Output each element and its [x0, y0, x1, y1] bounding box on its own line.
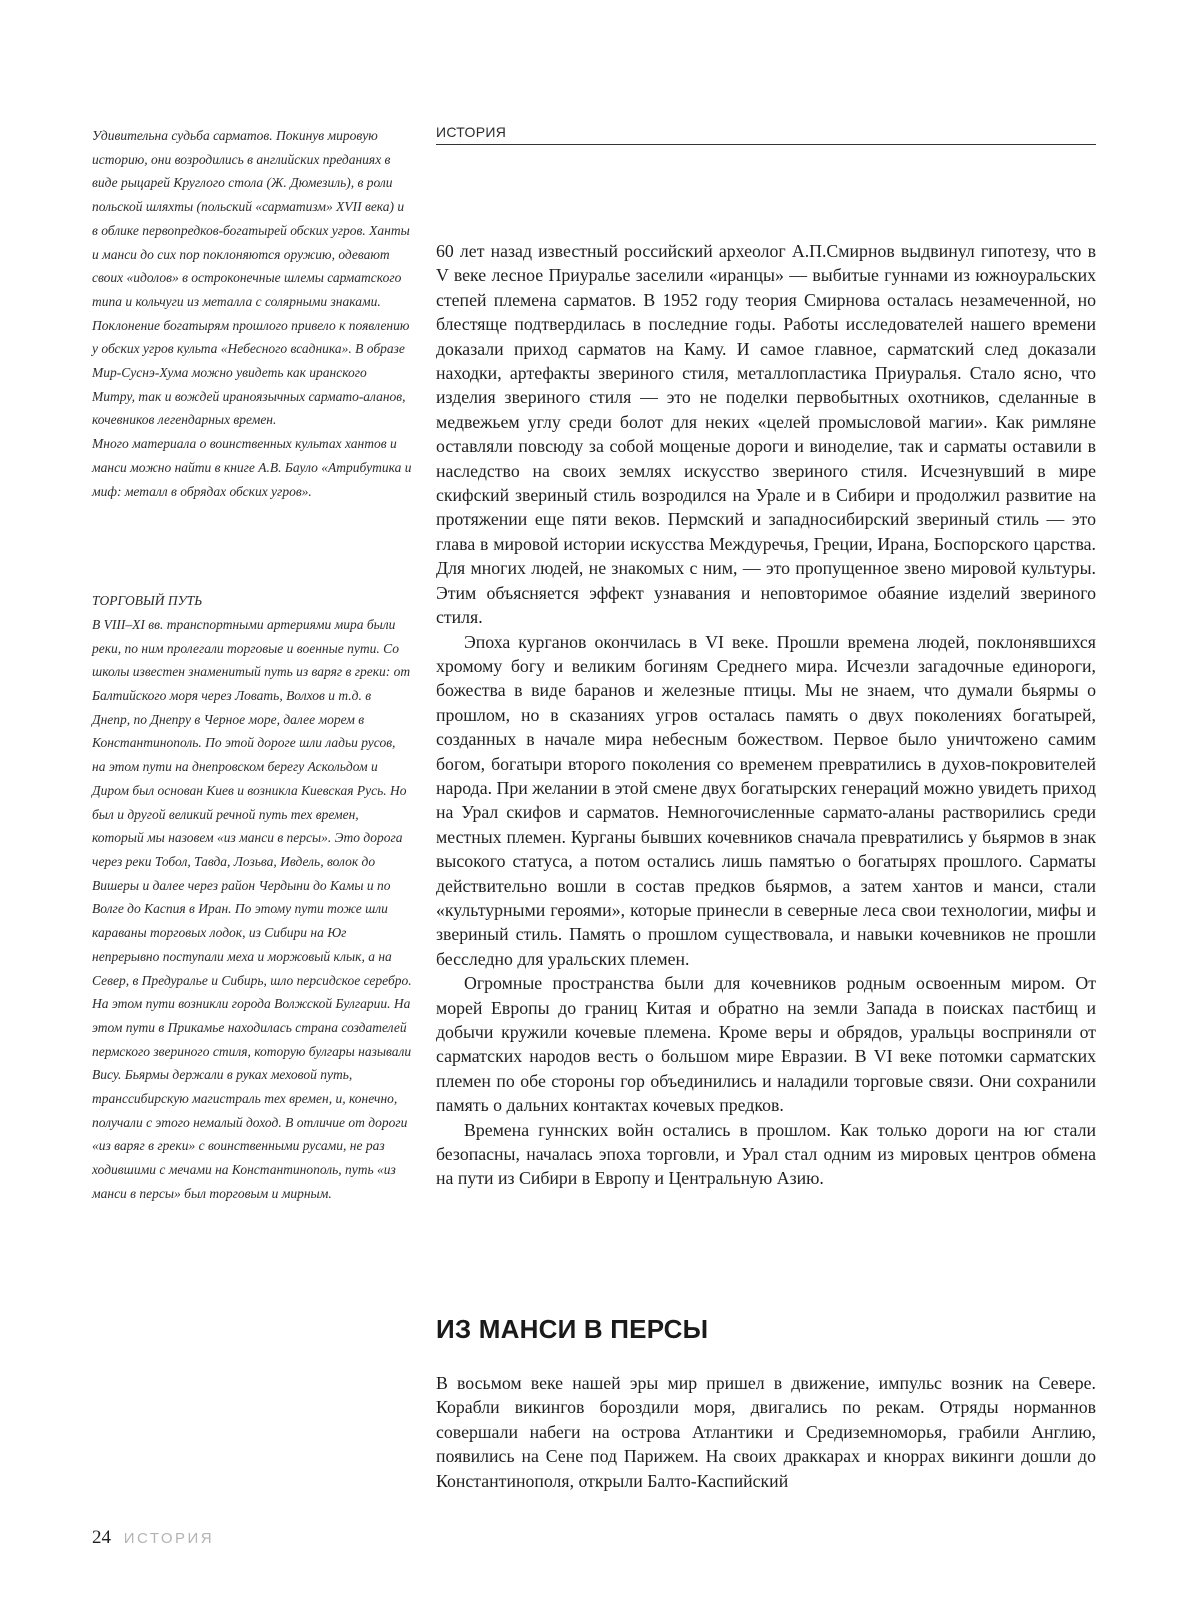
article-paragraph-2: Эпоха курганов окончилась в VI веке. Прошли времена людей, поклонявшихся хромому богу и великим богиням Среднего мира. Исчезли загадочные единороги, божества в виде баранов и железные птицы. Мы не знаем, что думали бьярмы о прошлом, но в сказаниях угров осталась память о двух поколениях богатырей, созданных в начале мира небесным божеством. Первое было уничтожено самим богом, богатыри второго поколения со временем превратились в духов-покровителей народа. При желании в этой смене двух богатырских генераций можно увидеть приход на Урал скифов и сарматов. Немногочисленные сармато-аланы растворились среди местных племен. Курганы бывших кочевников сначала превратились у бьярмов в знак высокого статуса, а потом остались лишь памятью о богатырях прошлого. Сарматы действительно вошли в состав предков бьярмов, а затем хантов и манси, стали «культурными героями», которые принесли в северные леса свои технологии, мифы и звериный стиль. Память о прошлом существовала, и навыки кочевников не прошли бесследно для уральских племен. — [436, 631, 1096, 969]
page-number: 24 — [92, 1527, 111, 1548]
sidebar-intro-note: Много материала о воинственных культах хантов и манси можно найти в книге А.В. Бауло «Атрибутика и миф: металл в обрядах обских угров». — [92, 436, 412, 499]
section-label: ИСТОРИЯ — [436, 124, 1096, 145]
sidebar-trade-text: В VIII–XI вв. транспортными артериями мира были реки, по ним пролегали торговые и военные пути. Со школы известен знаменитый путь из варяг в греки: от Балтийского моря через Ловать, Волхов и т.д. в Днепр, по Днепру в Черное море, далее морем в Константинополь. По этой дороге шли ладьи русов, на этом пути на днепровском берегу Аскольдом и Диром был основан Киев и возникла Киевская Русь. Но был и другой великий речной путь тех времен, который мы назовем «из манси в персы». Это дорога через реки Тобол, Тавда, Лозьва, Ивдель, волок до Вишеры и далее через район Чердыни до Камы и по Волге до Каспия в Иран. По этому пути тоже шли караваны торговых лодок, из Сибири на Юг непрерывно поступали меха и моржовый клык, а на Север, в Предуралье и Сибирь, шло персидское серебро. На этом пути возникли города Волжской Булгарии. На этом пути в Прикамье находилась страна создателей пермского звериного стиля, которую булгары называли Вису. Бьярмы держали в руках меховой путь, транссибирскую магистраль тех времен, и, конечно, получали с этого немалый доход. В отличие от дороги «из варяг в греки» с воинственными русами, не раз ходившими с мечами на Константинополь, путь «из манси в персы» был торговым и мирным. — [92, 616, 412, 1201]
footer-section-label: ИСТОРИЯ — [123, 1530, 215, 1547]
sidebar-intro: Удивительна судьба сарматов. Покинув мировую историю, они возродились в английских преданиях в виде рыцарей Круглого стола (Ж. Дюмезиль), в роли польской шляхты (польский «сарматизм» XVII века) и в облике первопредков-богатырей обских угров. Ханты и манси до сих пор поклоняются оружию, одевают своих «идолов» в остроконечные шлемы сарматского типа и кольчуги из металла с солярными знаками. Поклонение богатырям прошлого привело к появлению у обских угров культа «Небесного всадника». В образе Мир-Суснэ-Хума можно увидеть как иранского Митру, так и вождей ираноязычных сармато-аланов, кочевников легендарных времен. — [92, 128, 410, 428]
second-paragraph-1: В восьмом веке нашей эры мир пришел в движение, импульс возник на Севере. Корабли викингов бороздили моря, двигались по рекам. Отряды норманнов совершали набеги на острова Атлантики и Средиземноморья, грабили Англию, появились на Сене под Парижем. На своих драккарах и кноррах викинги дошли до Константинополя, открыли Балто-Каспийский — [436, 1373, 1096, 1491]
section-heading: ИЗ МАНСИ В ПЕРСЫ — [436, 1314, 709, 1344]
sidebar-trade-title: ТОРГОВЫЙ ПУТЬ — [92, 593, 203, 609]
main-article — [436, 239, 1096, 1191]
sidebar-notes — [92, 124, 412, 1206]
second-section — [436, 1371, 1096, 1493]
article-paragraph-4: Времена гуннских войн остались в прошлом. Как только дороги на юг стали безопасны, началась эпоха торговли, и Урал стал одним из мировых центров обмена на пути из Сибири в Европу и Центральную Азию. — [436, 1119, 1096, 1189]
article-paragraph-3: Огромные пространства были для кочевников родным освоенным миром. От морей Европы до границ Китая и обратно на земли Запада в поисках пастбищ и добычи кружили кочевые племена. Кроме веры и обрядов, уральцы восприняли от сарматских народов весть о большом мире Евразии. В VI веке потомки сарматских племен по обе стороны гор объединились и наладили торговые связи. Они сохранили память о дальних контактах кочевых предков. — [436, 973, 1096, 1116]
page-footer — [92, 1527, 214, 1549]
sidebar-gap — [92, 503, 412, 589]
article-paragraph-1: 60 лет назад известный российский археолог А.П.Смирнов выдвинул гипотезу, что в V веке лесное Приуралье заселили «иранцы» — выбитые гуннами из южноуральских степей племена сарматов. В 1952 году теория Смирнова осталась незамеченной, но блестяще подтвердилась в последние годы. Работы исследователей нашего времени доказали приход сарматов на Каму. И самое главное, сарматский след доказали находки, артефакты звериного стиля, металлопластика Приуралья. Стало ясно, что изделия звериного стиля — это не поделки первобытных охотников, сделанные в медвежьем углу среди болот для неких «целей промысловой магии». Как римляне оставляли повсюду за собой мощеные дороги и виноделие, так и сарматы оставили в наследство на своих землях искусство звериного стиля. Исчезнувший в мире скифский звериный стиль возродился на Урале и в Сибири и продолжил развитие на протяжении еще пяти веков. Пермский и западносибирский звериный стиль — это глава в мировой истории искусства Междуречья, Греции, Ирана, Боспорского царства. Для многих людей, не знакомых с ним, — это пропущенное звено мировой культуры. Этим объясняется эффект узнавания и неповторимое обаяние изделий звериного стиля. — [436, 241, 1096, 628]
